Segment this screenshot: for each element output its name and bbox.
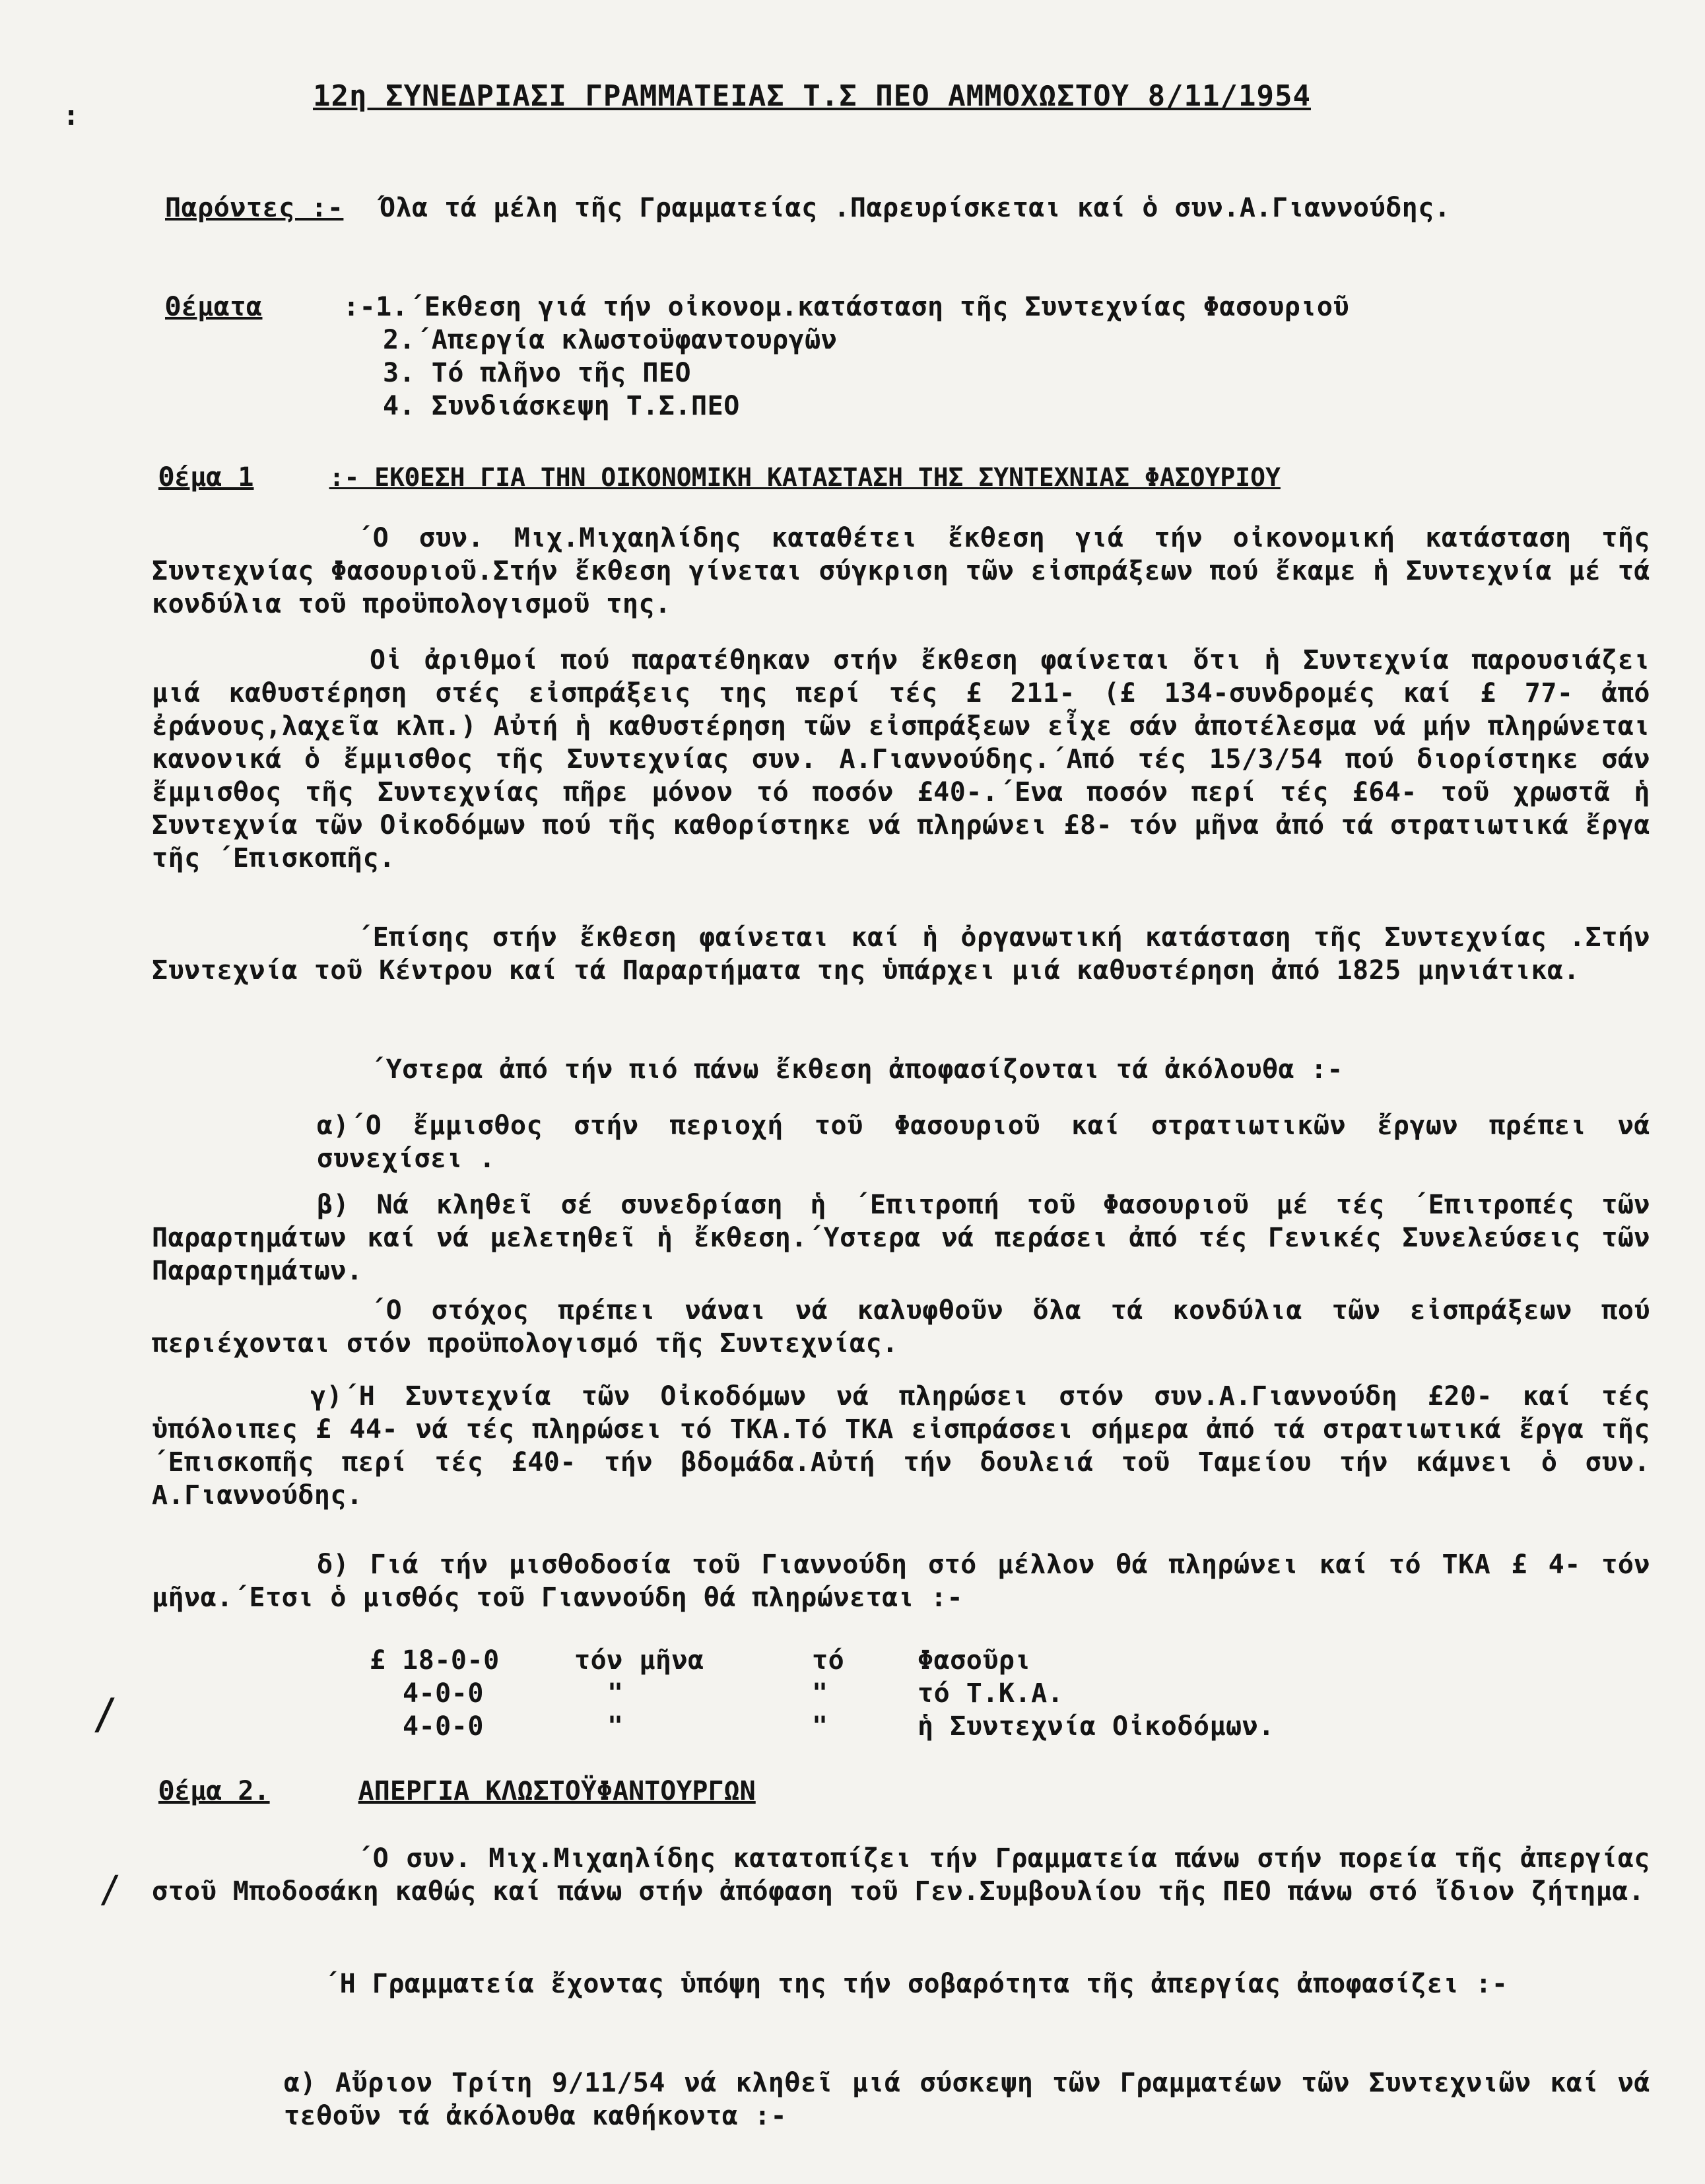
section2-paragraph-1: ΄Ο συν. Μιχ.Μιχαηλίδης κατατοπίζει τήν Γραμματεία πάνω στήν πορεία τῆς ἀπεργίας στοῦ Μποδοσάκη καθώς καί πάνω στήν ἀπόφαση τοῦ Γεν.Συμβουλίου τῆς ΠΕΟ πάνω στό ἴδιον ζήτημα.	[152, 1843, 1650, 1907]
salary-row	[370, 1677, 1558, 1710]
topic-item: 4. Συνδιάσκεψη Τ.Σ.ΠΕΟ	[383, 391, 740, 421]
salary-row	[370, 1644, 1558, 1677]
decision-d: δ) Γιά τήν μισθοδοσία τοῦ Γιαννούδη στό μέλλον θά πληρώνει καί τό ΤΚΑ £ 4- τόν μῆνα.΄Ετσι ὁ μισθός τοῦ Γιαννούδη θά πληρώνεται :-	[152, 1550, 1650, 1613]
section1-paragraph-4: ΄Υστερα ἀπό τήν πιό πάνω ἔκθεση ἀποφασίζονται τά ἀκόλουθα :-	[370, 1054, 1343, 1085]
present-row	[165, 191, 1637, 224]
section2-label: Θέμα 2.	[158, 1776, 270, 1806]
salary-article: "	[812, 1678, 828, 1709]
salary-period: "	[607, 1678, 624, 1709]
document-title: 12η ΣΥΝΕΔΡΙΑΣΙ ΓΡΑΜΜΑΤΕΙΑΣ Τ.Σ ΠΕΟ ΑΜΜΟΧΩΣΤΟΥ 8/11/1954	[313, 79, 1311, 113]
section1-paragraph-3: ΄Επίσης στήν ἔκθεση φαίνεται καί ἡ ὀργανωτική κατάσταση τῆς Συντεχνίας .Στήν Συντεχνία τοῦ Κέντρου καί τά Παραρτήματα της ὑπάρχει μιά καθυστέρηση ἀπό 1825 μηνιάτικα.	[152, 922, 1650, 986]
topics-block	[165, 290, 1637, 423]
section2-heading	[158, 1776, 756, 1806]
margin-mark: /	[92, 1690, 118, 1739]
section1-label: Θέμα 1	[158, 462, 254, 493]
present-text: Όλα τά μέλη τῆς Γραμματείας .Παρευρίσκεται καί ὁ συν.Α.Γιαννούδης.	[380, 193, 1451, 223]
section2-title: ΑΠΕΡΓΙΑ ΚΛΩΣΤΟΫΦΑΝΤΟΥΡΓΩΝ	[358, 1776, 756, 1806]
salary-article: "	[812, 1711, 828, 1742]
decision-c: γ)΄Η Συντεχνία τῶν Οἰκοδόμων νά πληρώσει στόν συν.Α.Γιαννούδη £20- καί τές ὑπόλοιπες £ 44- νά τές πληρώσει τό ΤΚΑ.Τό ΤΚΑ εἰσπράσσει σήμερα ἀπό τά στρατιωτικά ἔργα τῆς ΄Επισκοπῆς περί τές £40- τήν βδομάδα.Αὐτή τήν δουλειά τοῦ Ταμείου τήν κάμνει ὁ συν. Α.Γιαννούδης.	[152, 1381, 1650, 1511]
decision-b: β) Νά κληθεῖ σέ συνεδρίαση ἡ ΄Επιτροπή τοῦ Φασουριοῦ μέ τές ΄Επιτροπές τῶν Παραρτημάτων καί νά μελετηθεῖ ἡ ἔκθεση.΄Υστερα νά περάσει ἀπό τές Γενικές Συνελεύσεις τῶν Παραρτημάτων.	[152, 1190, 1650, 1286]
section2-paragraph-2: ΄Η Γραμματεία ἔχοντας ὑπόψη της τήν σοβαρότητα τῆς ἀπεργίας ἀποφασίζει :-	[323, 1969, 1508, 1999]
topic-item: :-1.΄Εκθεση γιά τήν οἰκονομ.κατάσταση τῆς Συντεχνίας Φασουριοῦ	[343, 292, 1350, 322]
salary-amount: £ 18-0-0	[370, 1645, 500, 1676]
topics-list	[343, 290, 1349, 423]
section1-paragraph-5: ΄Ο στόχος πρέπει νάναι νά καλυφθοῦν ὅλα τά κονδύλια τῶν εἰσπράξεων πού περιέχονται στόν προϋπολογισμό τῆς Συντεχνίας.	[152, 1295, 1650, 1359]
salary-period: "	[607, 1711, 624, 1742]
topic-item: 3. Τό πλῆνο τῆς ΠΕΟ	[383, 358, 692, 388]
topics-label: Θέματα	[165, 292, 263, 322]
section1-paragraph-1: ΄Ο συν. Μιχ.Μιχαηλίδης καταθέτει ἔκθεση γιά τήν οἰκονομική κατάσταση τῆς Συντεχνίας Φασουριοῦ.Στήν ἔκθεση γίνεται σύγκριση τῶν εἰσπράξεων πού ἔκαμε ἡ Συντεχνία μέ τά κονδύλια τοῦ προϋπολογισμοῦ της.	[152, 523, 1650, 619]
section2-decision-a: α) Αὔριον Τρίτη 9/11/54 νά κληθεῖ μιά σύσκεψη τῶν Γραμματέων τῶν Συντεχνιῶν καί νά τεθοῦν τά ἀκόλουθα καθήκοντα :-	[284, 2068, 1650, 2131]
section1-paragraph-2: Οἱ ἀριθμοί πού παρατέθηκαν στήν ἔκθεση φαίνεται ὅτι ἡ Συντεχνία παρουσιάζει μιά καθυστέρηση στές εἰσπράξεις της περί τές £ 211- (£ 134-συνδρομές καί £ 77- ἀπό ἐράνους,λαχεῖα κλπ.) Αὐτή ἡ καθυστέρηση τῶν εἰσπράξεων εἶχε σάν ἀποτέλεσμα νά μήν πληρώνεται κανονικά ὁ ἔμμισθος τῆς Συντεχνίας συν. Α.Γιαννούδης.΄Από τές 15/3/54 πού διορίστηκε σάν ἔμμισθος τῆς Συντεχνίας πῆρε μόνον τό ποσόν £40-.΄Ενα ποσόν περί τές £64- τοῦ χρωστᾶ ἡ Συντεχνία τῶν Οἰκοδόμων πού τῆς καθορίστηκε νά πληρώνει £8- τόν μῆνα ἀπό τά στρατιωτικά ἔργα τῆς ΄Επισκοπῆς.	[152, 645, 1650, 873]
margin-mark: /	[99, 1868, 121, 1911]
present-label: Παρόντες :-	[165, 193, 344, 223]
salary-payer: τό Τ.Κ.Α.	[918, 1678, 1064, 1709]
salary-table	[370, 1644, 1558, 1743]
topic-item: 2.΄Απεργία κλωστοϋφαντουργῶν	[383, 325, 838, 355]
salary-article: τό	[812, 1645, 845, 1676]
section1-title: :- ΕΚΘΕΣΗ ΓΙΑ ΤΗΝ ΟΙΚΟΝΟΜΙΚΗ ΚΑΤΑΣΤΑΣΗ ΤΗΣ ΣΥΝΤΕΧΝΙΑΣ ΦΑΣΟΥΡΙΟΥ	[329, 463, 1281, 492]
salary-payer: ἡ Συντεχνία Οἰκοδόμων.	[918, 1711, 1275, 1742]
salary-row	[370, 1710, 1558, 1743]
salary-amount: 4-0-0	[403, 1678, 484, 1709]
margin-mark: :	[63, 99, 80, 131]
salary-amount: 4-0-0	[403, 1711, 484, 1742]
salary-period: τόν μῆνα	[574, 1645, 704, 1676]
decision-a: α)΄Ο ἔμμισθος στήν περιοχή τοῦ Φασουριοῦ καί στρατιωτικῶν ἔργων πρέπει νά συνεχίσει .	[317, 1110, 1650, 1174]
salary-payer: Φασοῦρι	[918, 1645, 1032, 1676]
section1-heading	[158, 462, 1281, 493]
